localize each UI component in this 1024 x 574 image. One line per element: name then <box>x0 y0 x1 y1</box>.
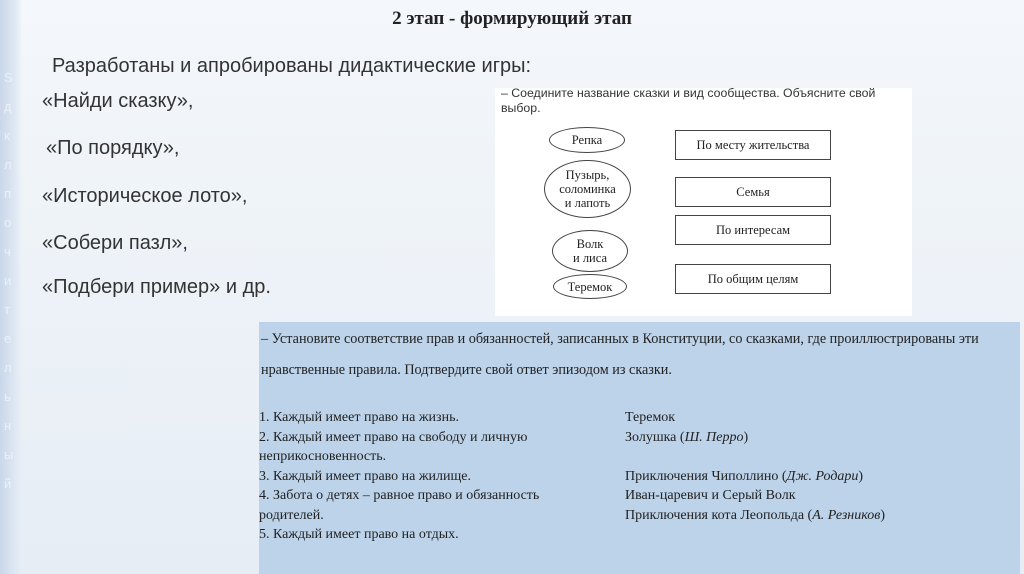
side-ghost-letter: ы <box>4 447 14 462</box>
story-item: Приключения кота Леопольда (А. Резников) <box>625 507 886 523</box>
right-item: 4. Забота о детях – равное право и обязанность родителей. <box>259 488 540 523</box>
community-box: По интересам <box>675 215 831 245</box>
left-decorative-strip <box>0 0 22 574</box>
side-ghost-letter: л <box>4 157 12 172</box>
task2-question: – Установите соответствие прав и обязанностей, записанных в Конституции, со сказками, где проиллюстрированы эти нравственные правила. Подтвердите свой ответ эпизодом из сказки. <box>261 331 979 378</box>
fairy-tale-task-image <box>495 88 912 316</box>
story-item: Иван-царевич и Серый Волк <box>625 488 796 503</box>
right-item: 1. Каждый имеет право на жизнь. <box>259 410 459 425</box>
right-item: 5. Каждый имеет право на отдых. <box>259 527 459 542</box>
intro-text: Разработаны и апробированы дидактические игры: <box>52 55 532 77</box>
story-item: Приключения Чиполлино (Дж. Родари) <box>625 468 864 484</box>
side-ghost-letter: т <box>4 302 10 317</box>
story-item: Золушка (Ш. Перро) <box>625 429 749 445</box>
side-ghost-letter: д <box>4 99 12 114</box>
side-ghost-letter: н <box>4 418 12 433</box>
side-ghost-letter: й <box>4 476 12 491</box>
tale-oval: Волк и лиса <box>552 230 628 272</box>
side-ghost-letter: к <box>4 128 10 143</box>
side-ghost-letter: п <box>4 186 12 201</box>
game-item: «Подбери пример» и др. <box>42 276 271 298</box>
tale-oval: Пузырь, соломинка и лапоть <box>544 160 631 218</box>
game-item: «Собери пазл», <box>42 232 188 254</box>
tale-oval: Теремок <box>553 274 627 299</box>
right-item: 2. Каждый имеет право на свободу и личную неприкосновенность. <box>259 429 528 464</box>
slide-title: 2 этап - формирующий этап <box>392 8 632 29</box>
side-ghost-letter: е <box>4 331 12 346</box>
side-ghost-letter: о <box>4 215 12 230</box>
side-ghost-letter: ь <box>4 389 11 404</box>
task1-question: – Соедините название сказки и вид сообщества. Объясните свой выбор. <box>501 86 876 115</box>
stories-list <box>625 408 1005 525</box>
community-box: По месту жительства <box>675 130 831 160</box>
rights-list <box>259 408 604 545</box>
game-item: «Найди сказку», <box>42 90 194 112</box>
game-item: «По порядку», <box>46 137 180 159</box>
community-box: Семья <box>675 177 831 207</box>
right-item: 3. Каждый имеет право на жилище. <box>259 468 472 484</box>
constitution-task <box>259 322 1020 574</box>
tale-oval: Репка <box>549 127 625 153</box>
side-ghost-letter: и <box>4 273 12 288</box>
side-ghost-letter: л <box>4 360 12 375</box>
community-box: По общим целям <box>675 264 831 294</box>
game-item: «Историческое лото», <box>42 185 248 207</box>
side-ghost-letter: ч <box>4 244 11 259</box>
story-item: Теремок <box>625 410 676 425</box>
side-ghost-letter: S <box>4 70 13 85</box>
